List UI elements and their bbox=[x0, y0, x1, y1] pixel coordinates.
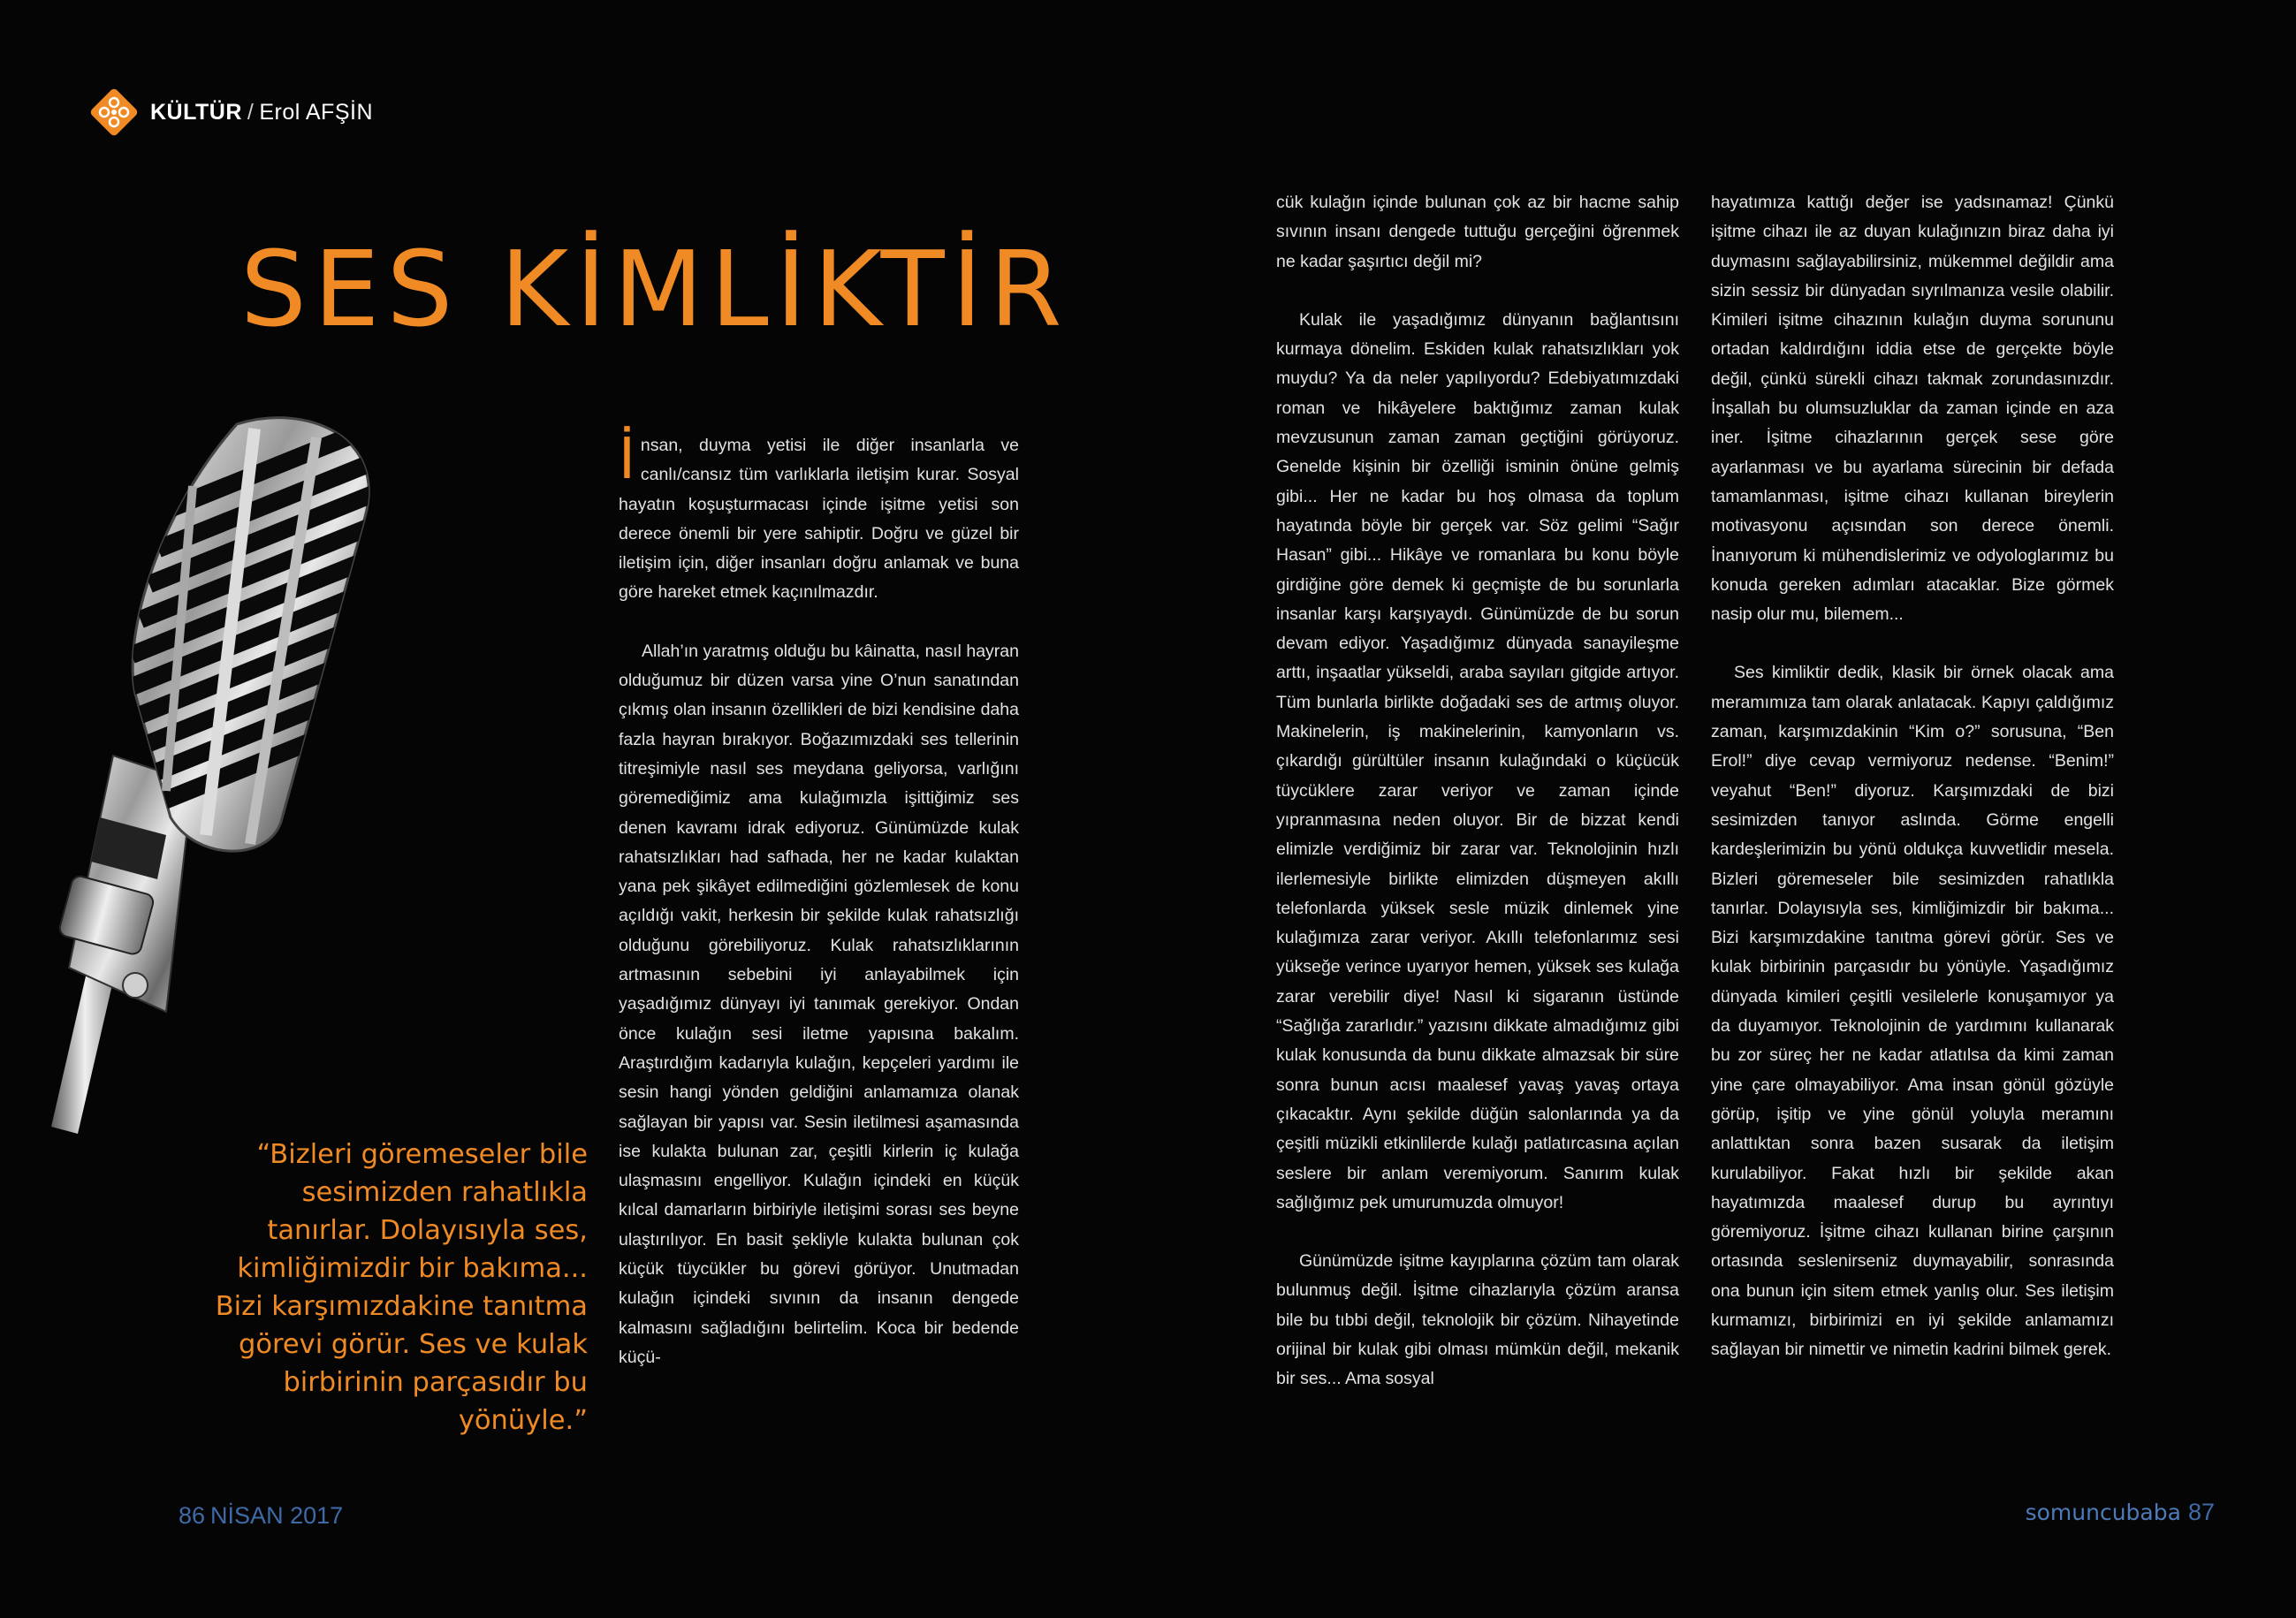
paragraph: Allah’ın yaratmış olduğu bu kâinatta, nasıl hayran olduğumuz bir düzen varsa yine O’nun sanatından çıkmış olan insanın özellikleri de bizi kendisine daha fazla hayran bırakıyor. Boğazımızdaki ses tellerinin titreşimiyle nasıl ses meydana geliyorsa, varlığını göremediğimiz ama kulağımızla işittiğimiz ses denen kavramı idrak ediyoruz. Günümüzde kulak rahatsızlıkları had safhada, her ne kadar kulaktan yana pek şikâyet edilmediğini gözlemlesek de konu açıldığı vakit, herkesin bir şekilde kulak rahatsızlığı olduğunu görebiliyoruz. Kulak rahatsızlıklarının artmasının sebebini iyi anlayabilmek için yaşadığımız dünyayı iyi tanımak gerekiyor. Ondan önce kulağın sesi iletme yapısına bakalım. Araştırdığım kadarıyla kulağın, kepçeleri yardımı ile sesin hangi yönden geldiğini anlamamıza olanak sağlayan bir yapısı var. Sesin iletilmesi aşamasında ise kulakta bulunan zar, çeşitli kirlerin iç kulağa ulaşmasını engelliyor. Kulağın içindeki en küçük kılcal damarların birbiriyle iletişimi sorası ses beyne ulaştırılıyor. En basit şekliyle kulakta bulunan çok küçük tüycükler bu görevi görüyor. Unutmadan kulağın içindeki sıvının da insanın dengede kalmasını sağladığını belirtelim. Koca bir bedende küçü- bbox=[619, 641, 1019, 1367]
page-number-right bbox=[2026, 1499, 2215, 1526]
magazine-name: somuncubaba bbox=[2025, 1500, 2181, 1525]
paragraph: hayatımıza kattığı değer ise yadsınamaz! Çünkü işitme cihazı ile az duyan kulağınızın biraz daha iyi duymasını sağlayabilirsiniz, mükemmel değildir ama sizin sessiz bir dünyadan sıyrılmanıza vesile olabilir. Kimileri işitme cihazının kulağın duyma sorununu ortadan kaldırdığını iddia etse de gerçekte böyle değil, çünkü sürekli cihazı takmak zorundasınızdır. İnşallah bu olumsuzluklar da zaman içinde en aza iner. İşitme cihazlarının gerçek sese göre ayarlanması ve bu ayarlama sürecinin bir defada tamamlanması, işitme cihazı kullanan bireylerin motivasyonu açısından son derece önemli. İnanıyorum ki mühendislerimiz ve odyologlarımız bu konuda gereken adımları atacaklar. Bize görmek nasip olur mu, bilemem... bbox=[1711, 193, 2114, 625]
paragraph: Günümüzde işitme kayıplarına çözüm tam olarak bulunmuş değil. İşitme cihazlarıyla çözüm aransa bile bu tıbbi değil, teknolojik bir çözüm. Nihayetinde orijinal bir kulak gibi olması mümkün değil, mekanik bir ses... Ama sosyal bbox=[1276, 1251, 1679, 1389]
section-header bbox=[87, 85, 373, 140]
page-number-left bbox=[179, 1502, 343, 1530]
microphone-image bbox=[16, 402, 546, 1144]
article-title: SES KİMLİKTİR bbox=[240, 228, 1069, 350]
page-number: 87 bbox=[2187, 1499, 2215, 1525]
header-text bbox=[150, 100, 373, 125]
page-number: 86 bbox=[179, 1502, 206, 1529]
section-label: KÜLTÜR bbox=[150, 99, 242, 125]
text-column-2 bbox=[1276, 188, 1679, 1394]
paragraph: Kulak ile yaşadığımız dünyanın bağlantısını kurmaya dönelim. Eskiden kulak rahatsızlıkları yok muydu? Ya da neler yapılıyordu? Edebiyatımızdaki roman ve hikâyelere baktığımız zaman kulak mevzusunun zaman zaman geçtiğini görüyoruz. Genelde kişinin bir özelliği isminin önüne gelmiş gibi... Her ne kadar bu hoş olmasa da toplum hayatında böyle bir gerçek var. Söz gelimi “Sağır Hasan” gibi... Hikâye ve romanlara bu konu böyle girdiğine göre demek ki geçmişte de bu sorunlarla insanlar karşı karşıyaydı. Günümüzde de bu sorun devam ediyor. Yaşadığımız dünyada sanayileşme arttı, inşaatlar yükseldi, araba sayıları gitgide artıyor. Tüm bunlarla birlikte doğadaki ses de artmış oluyor. Makinelerin, iş makinelerinin, kamyonların vs. çıkardığı gürültüler insanın kulağındaki o küçücük tüycüklere zarar veriyor ve zaman içinde yıpranmasına neden oluyor. Bir de bizzat kendi elimizle verdiğimiz bir zarar var. Teknolojinin hızlı ilerlemesiyle birlikte elimizden düşmeyen akıllı telefonlarda yüksek sesle müzik dinlemek yine kulağımıza zarar veriyor. Akıllı telefonlarımız sesi yükseğe verince uyarıyor hemen, yüksek ses kulağa zarar verebilir diye! Nasıl ki sigaranın üstünde “Sağlığa zararlıdır.” yazısını dikkate almadığımız gibi kulak konusunda da bunu dikkate almazsak bir süre sonra bunun acısı maalesef yavaş yavaş ortaya çıkacaktır. Aynı şekilde düğün salonlarında ya da çeşitli müzikli etkinlilerde kulağı patlatırcasına açılan seslere bir anlam veremiyorum. Sanırım kulak sağlığımız pek umurumuzda olmuyor! bbox=[1276, 309, 1679, 1212]
drop-cap: İ bbox=[619, 427, 635, 492]
paragraph bbox=[619, 427, 1019, 608]
ornament-icon bbox=[87, 85, 141, 140]
paragraph: Ses kimliktir dedik, klasik bir örnek olacak ama meramımıza tam olarak anlatacak. Kapıyı çaldığımız zaman, karşımızdakinin “Kim o?” sorusuna, “Ben Erol!” diye cevap vermiyoruz nedense. “Benim!” veyahut “Ben!” diyoruz. Karşımızdaki de bizi sesimizden tanıyor aslında. Görme engelli kardeşlerimizin bu yönü oldukça kuvvetlidir mesela. Bizleri göremeseler bile sesimizden rahatlıkla tanırlar. Dolayısıyla ses, kimliğimizdir bir bakıma... Bizi karşımızdakine tanıtma görevi görür. Ses ve kulak birbirinin parçasıdır bu yönüyle. Yaşadığımız dünyada kimileri çeşitli vesilelerle konuşamıyor ya da duyamıyor. Teknolojinin de yardımını kullanarak bu zor süreç her ne kadar atlatılsa da kimi zaman yine çare olmayabiliyor. Ama insan gönül gözüyle görüp, işitip ve yine gönül yoluyla meramını anlattıktan sonra bazen susarak da iletişim kurulabiliyor. Fakat hızlı bir şekilde akan hayatımızda maalesef durup bu ayrıntıyı göremiyoruz. İşitme cihazı kullanan birine çarşının ortasında seslenirseniz duymayabilir, sonrasında ona bunun için sitem etmek yanlış olur. Ses iletişim kurmamızı, birbirimizi en iyi şekilde anlamamızı sağlayan bir nimettir ve nimetin kadrini bilmek gerek. bbox=[1711, 663, 2114, 1360]
text-column-3 bbox=[1711, 188, 2114, 1365]
author-name: Erol AFŞİN bbox=[259, 99, 374, 125]
issue-date: NİSAN 2017 bbox=[210, 1502, 344, 1529]
pull-quote: “Bizleri göremeseler bile sesimizden rahatlıkla tanırlar. Dolayısıyla ses, kimliğimizdir bir bakıma... Bizi karşımızdakine tanıtma görevi görür. Ses ve kulak birbirinin parçasıdır bu yönüyle.” bbox=[215, 1139, 588, 1436]
header-separator: / bbox=[247, 99, 255, 125]
paragraph: cük kulağın içinde bulunan çok az bir hacme sahip sıvının insanı dengede tuttuğu gerçeğini öğrenmek ne kadar şaşırtıcı değil mi? bbox=[1276, 193, 1679, 271]
text-column-1 bbox=[619, 427, 1019, 1372]
paragraph-text: nsan, duyma yetisi ile diğer insanlarla ve canlı/cansız tüm varlıklarla iletişim kurar. Sosyal hayatın koşuşturmacası içinde işitme yetisi son derece önemli bir yere sahiptir. Doğru ve güzel bir iletişim için, diğer insanları doğru anlamak ve buna göre hareket etmek kaçınılmazdır. bbox=[619, 436, 1019, 603]
